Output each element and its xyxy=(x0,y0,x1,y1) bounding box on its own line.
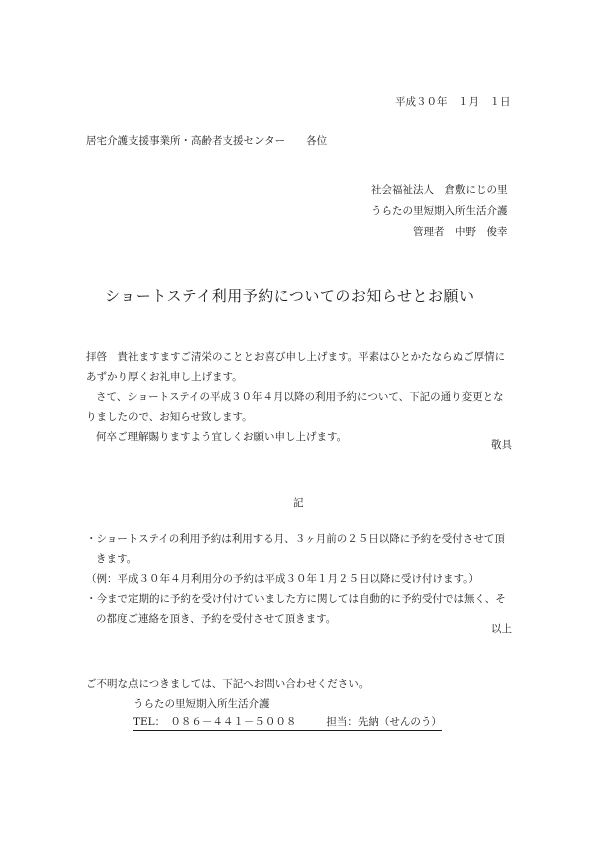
footer-facility: うらたの里短期入所生活介護 xyxy=(133,698,270,710)
list-item-cont: の都度ご連絡を頂き、予約を受付させて頂きます。 xyxy=(96,613,337,625)
list-item-cont: きます。 xyxy=(96,553,138,565)
sender-manager: 管理者 中野 俊幸 xyxy=(413,226,508,238)
body-line: さて、ショートステイの平成３０年４月以降の利用予約について、下記の通り変更とな xyxy=(96,391,504,403)
list-item: ・ショートステイの利用予約は利用する月、３ヶ月前の２５日以降に予約を受付させて頂 xyxy=(86,533,505,545)
example-note: （例：平成３０年４月利用分の予約は平成３０年１月２５日以降に受け付けます。） xyxy=(86,573,479,585)
body-text xyxy=(86,347,516,447)
sender-org: 社会福祉法人 倉敷にじの里 xyxy=(371,184,508,196)
notice-items xyxy=(86,529,516,629)
document-date: 平成３０年 １月 １日 xyxy=(395,96,511,108)
tel-number: TEL： ０８６－４４１－５００８ xyxy=(133,716,297,728)
list-item: ・今まで定期的に予約を受け付けていました方に関しては自動的に予約受付では無く、そ xyxy=(86,593,506,605)
contact-person: 担当：先納（せんのう） xyxy=(326,716,442,728)
page-title: ショートステイ利用予約についてのお知らせとお願い xyxy=(105,287,475,305)
contact-line xyxy=(133,715,442,731)
closing-ijou: 以上 xyxy=(491,623,512,635)
closing-keigu: 敬具 xyxy=(491,439,512,451)
sender-facility: うらたの里短期入所生活介護 xyxy=(371,205,508,217)
ki-heading: 記 xyxy=(293,497,304,509)
body-line: りましたので、お知らせ致します。 xyxy=(86,411,253,423)
inquiry-text: ご不明な点につきましては、下記へお問い合わせください。 xyxy=(86,678,370,690)
body-line: 拝啓 貴社ますますご清栄のこととお喜び申し上げます。平素はひとかたならぬご厚情に xyxy=(86,351,506,363)
body-line: あずかり厚くお礼申し上げます。 xyxy=(86,371,243,383)
recipient: 居宅介護支援事業所・高齢者支援センター 各位 xyxy=(86,135,328,147)
body-line: 何卒ご理解賜りますよう宜しくお願い申し上げます。 xyxy=(96,431,348,443)
